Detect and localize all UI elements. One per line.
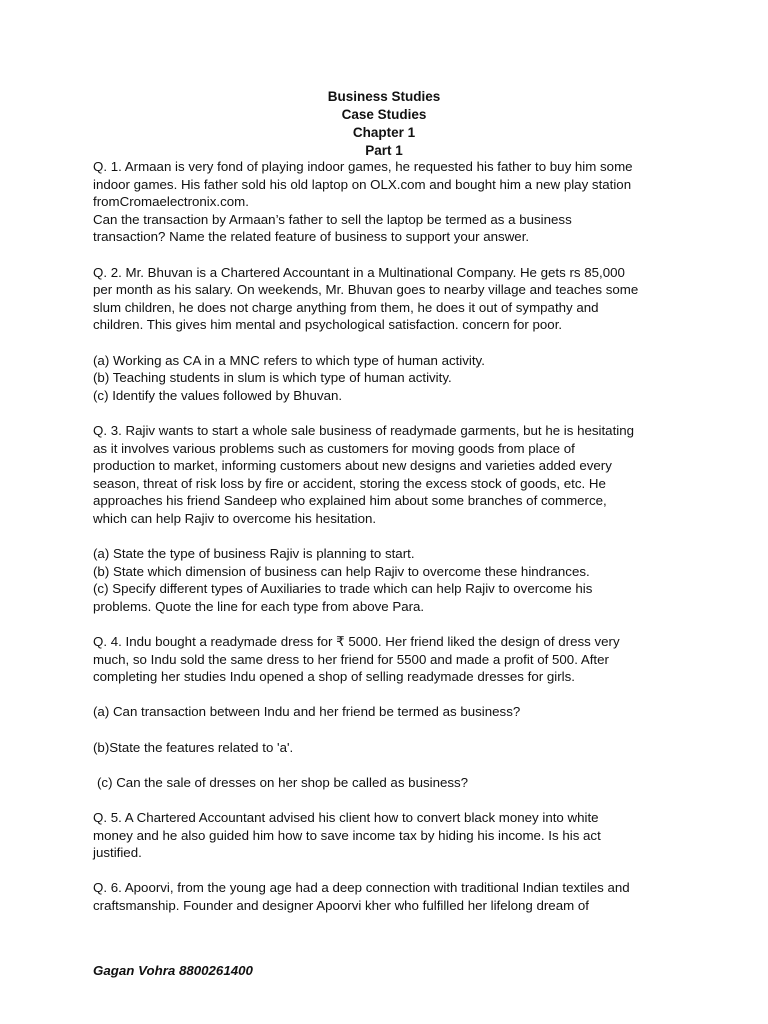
question-5-line: justified. bbox=[93, 845, 142, 861]
question-4-line: completing her studies Indu opened a shop of selling readymade dresses for girls. bbox=[93, 669, 575, 685]
question-5-line: money and he also guided him how to save income tax by hiding his income. Is his act bbox=[93, 827, 601, 843]
question-6 bbox=[93, 879, 693, 914]
question-3-parts bbox=[93, 545, 693, 615]
question-5-line: Q. 5. A Chartered Accountant advised his client how to convert black money into white bbox=[93, 809, 599, 825]
question-4-part-c-block bbox=[93, 774, 693, 792]
question-6-line: Q. 6. Apoorvi, from the young age had a deep connection with traditional Indian textiles and bbox=[93, 880, 630, 896]
question-3-part-c: (c) Specify different types of Auxiliaries to trade which can help Rajiv to overcome his bbox=[93, 581, 593, 597]
question-3 bbox=[93, 422, 693, 528]
question-3-line: season, threat of risk loss by fire or accident, storing the excess stock of goods, etc. He bbox=[93, 475, 606, 491]
question-3-line: as it involves various problems such as customers for moving goods from place of bbox=[93, 440, 575, 456]
question-3-part-b: (b) State which dimension of business can help Rajiv to overcome these hindrances. bbox=[93, 563, 590, 579]
question-3-line: Q. 3. Rajiv wants to start a whole sale business of readymade garments, but he is hesitating bbox=[93, 422, 635, 438]
question-5 bbox=[93, 809, 693, 862]
document-type: Case Studies bbox=[341, 107, 427, 122]
question-4-part-c: (c) Can the sale of dresses on her shop be called as business? bbox=[97, 774, 469, 790]
question-3-line: approaches his friend Sandeep who explained him about some branches of commerce, bbox=[93, 493, 607, 509]
question-1 bbox=[93, 158, 693, 246]
question-6-line: craftsmanship. Founder and designer Apoorvi kher who fulfilled her lifelong dream of bbox=[93, 897, 589, 913]
question-4-part-b-block bbox=[93, 739, 693, 757]
question-2-line: per month as his salary. On weekends, Mr. Bhuvan goes to nearby village and teaches some bbox=[93, 282, 639, 298]
question-2-parts bbox=[93, 352, 693, 405]
question-4-line: much, so Indu sold the same dress to her friend for 5500 and made a profit of 500. After bbox=[93, 651, 609, 667]
question-3-part-c: problems. Quote the line for each type from above Para. bbox=[93, 598, 425, 614]
question-1-line: fromCromaelectronix.com. bbox=[93, 194, 249, 210]
question-4-part-a: (a) Can transaction between Indu and her friend be termed as business? bbox=[93, 704, 521, 720]
question-2 bbox=[93, 264, 693, 334]
document-heading bbox=[0, 88, 768, 160]
question-1-line: Q. 1. Armaan is very fond of playing indoor games, he requested his father to buy him some bbox=[93, 159, 633, 174]
question-3-line: which can help Rajiv to overcome his hesitation. bbox=[93, 510, 377, 526]
subject-title: Business Studies bbox=[327, 89, 441, 104]
question-4 bbox=[93, 633, 693, 686]
question-1-line: transaction? Name the related feature of business to support your answer. bbox=[93, 229, 530, 245]
question-4-part-b: (b)State the features related to 'a'. bbox=[93, 739, 294, 755]
question-1-line: indoor games. His father sold his old laptop on OLX.com and bought him a new play station bbox=[93, 176, 632, 192]
question-2-part-a: (a) Working as CA in a MNC refers to which type of human activity. bbox=[93, 352, 485, 368]
question-2-line: Q. 2. Mr. Bhuvan is a Chartered Accountant in a Multinational Company. He gets rs 85,000 bbox=[93, 264, 625, 280]
chapter-label: Chapter 1 bbox=[352, 125, 416, 140]
question-2-part-c: (c) Identify the values followed by Bhuvan. bbox=[93, 387, 343, 403]
question-2-line: children. This gives him mental and psychological satisfaction. concern for poor. bbox=[93, 317, 563, 333]
document-body bbox=[93, 158, 693, 915]
question-2-line: slum children, he does not charge anything from them, he does it out of sympathy and bbox=[93, 299, 599, 315]
footer-author: Gagan Vohra 8800261400 bbox=[93, 963, 253, 978]
question-3-part-a: (a) State the type of business Rajiv is planning to start. bbox=[93, 546, 415, 562]
question-2-part-b: (b) Teaching students in slum is which type of human activity. bbox=[93, 370, 452, 386]
part-label: Part 1 bbox=[365, 143, 403, 158]
question-4-part-a-block bbox=[93, 703, 693, 721]
question-4-line: Q. 4. Indu bought a readymade dress for ₹ 5000. Her friend liked the design of dress very bbox=[93, 634, 620, 650]
question-1-line: Can the transaction by Armaan’s father to sell the laptop be termed as a business bbox=[93, 211, 572, 227]
question-3-line: production to market, informing customers about new designs and varieties added every bbox=[93, 458, 612, 474]
